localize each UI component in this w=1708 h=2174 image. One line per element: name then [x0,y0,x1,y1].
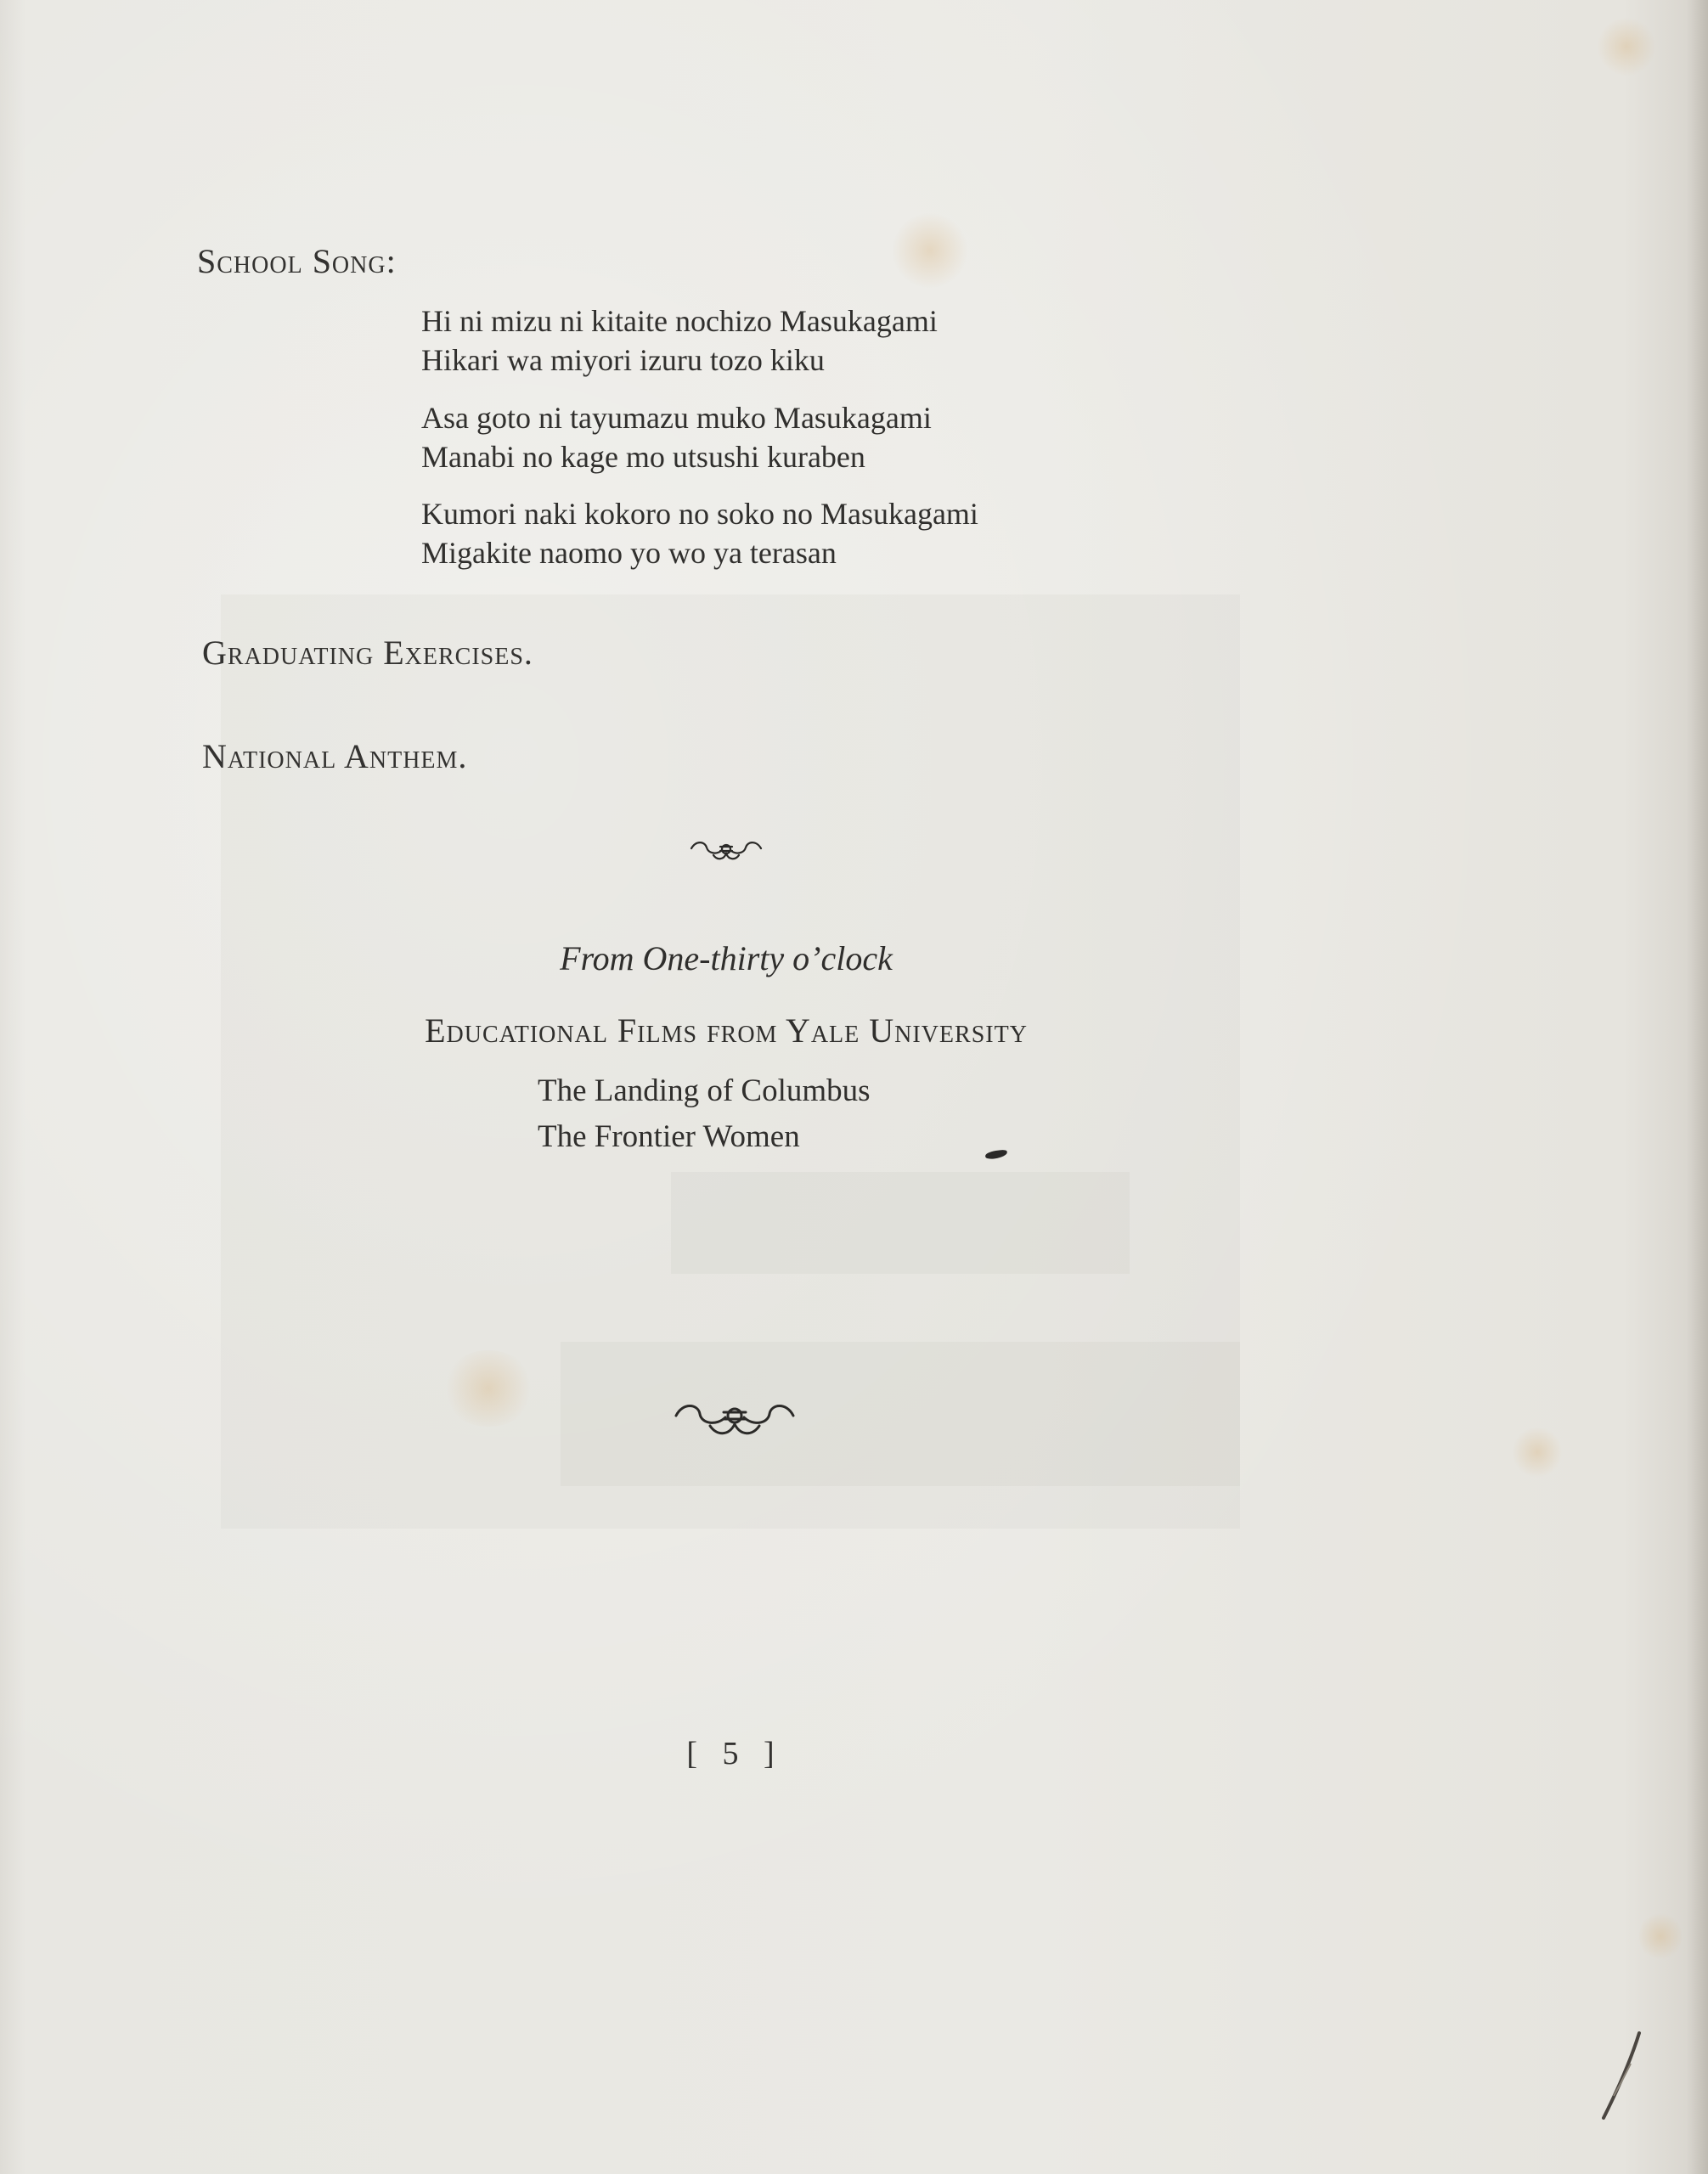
paper-stain [442,1350,535,1427]
page-edge-shadow [1686,0,1708,2174]
flourish-ornament-large-icon [671,1397,798,1439]
educational-films-heading: Educational Films from Yale University [425,1011,1028,1050]
paper-stain [892,212,968,289]
paper-stain [1639,1911,1682,1962]
graduating-exercises-heading: Graduating Exercises. [202,634,533,672]
flourish-ornament-icon [688,836,764,865]
song-line: Hi ni mizu ni kitaite nochizo Masukagami [421,304,938,338]
school-song-heading: School Song: [197,242,397,280]
paper-stain [1512,1427,1563,1478]
song-line: Asa goto ni tayumazu muko Masukagami [421,401,932,435]
list-item: The Frontier Women [538,1119,800,1154]
song-line: Manabi no kage mo utsushi kuraben [421,440,865,474]
national-anthem-heading: National Anthem. [202,737,468,775]
song-line: Migakite naomo yo wo ya terasan [421,536,837,570]
film-list [538,1068,871,1160]
song-line: Hikari wa miyori izuru tozo kiku [421,343,825,377]
afternoon-time: From One-thirty o’clock [560,939,893,977]
song-stanza-1 [421,301,938,380]
song-stanza-2 [421,398,932,476]
song-line: Kumori naki kokoro no soko no Masukagami [421,497,978,531]
show-through-block [561,1342,1240,1486]
song-stanza-3 [421,494,978,572]
show-through-block [671,1172,1130,1274]
paper-stain [1597,17,1656,76]
list-item: The Landing of Columbus [538,1073,871,1108]
paper-tear-mark [1597,2030,1648,2123]
page-number: [ 5 ] [686,1736,783,1771]
